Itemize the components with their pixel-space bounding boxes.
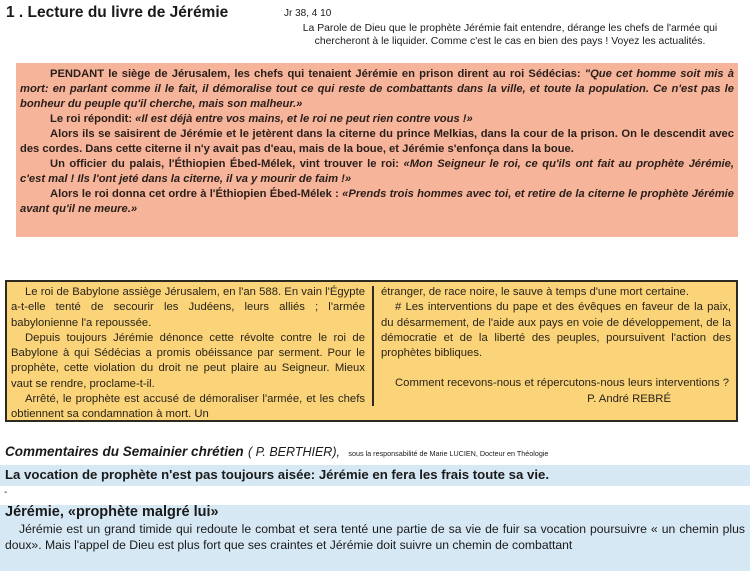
commentary-column-left [11, 285, 365, 423]
reading-paragraph [20, 67, 734, 112]
reading-quote: «Prends trois hommes avec toi, et retire de la citerne le prophète Jérémie avant qu'il ne meure.» [20, 188, 734, 215]
commentary-paragraph: # Les interventions du pape et des évêques en faveur de la paix, du désarmement, de l'aide aux pays en voie de développement, de la démocratie et de la liberté des peuples, poursuivent l'action des prophètes bibliques. [381, 301, 731, 360]
reading-block [16, 63, 738, 237]
commentary-paragraph: Le roi de Babylone assiège Jérusalem, en l'an 588. En vain l'Égypte a-t-elle tenté de secourir les Judéens, leurs alliés ; l'armée babylonienne l'a repoussée. [11, 286, 365, 329]
commentary-responsibility: sous la responsabilité de Marie LUCIEN, Docteur en Théologie [348, 449, 549, 458]
reading-quote: "Que cet homme soit mis à mort: en parlant comme il le fait, il démoralise tout ce qui reste de combattants dans la ville, et toute la population. Ce n'est pas le bonheur du peuple qu'il cherche, mais son malheur.» [20, 68, 734, 110]
commentary-title: Commentaires du Semainier chrétien [5, 444, 244, 459]
reading-text [20, 67, 734, 217]
dash-mark: - [4, 487, 8, 498]
signature: P. André REBRÉ [587, 392, 671, 405]
page-title: 1 . Lecture du livre de Jérémie [6, 4, 229, 21]
commentary-paragraph: Depuis toujours Jérémie dénonce cette révolte contre le roi de Babylone à qui Sédécias a promis obéissance par serment. Pour le prophète, cette violation du droit ne peut plaire au Seigneur. Mieux vaut se rendre, proclame-t-il. [11, 331, 365, 390]
reading-narration: PENDANT le siège de Jérusalem, les chefs qui tenaient Jérémie en prison dirent au roi Sédécias: [50, 68, 585, 80]
reading-narration: Un officier du palais, l'Éthiopien Ébed-Mélek, vint trouver le roi: [50, 158, 404, 170]
reading-narration: Le roi répondit: [50, 113, 136, 125]
column-divider [372, 286, 374, 406]
commentary-heading [5, 443, 548, 461]
commentary-box [5, 280, 738, 422]
commentary-author: ( P. BERTHIER), [248, 445, 340, 459]
bible-reference: Jr 38, 4 10 [284, 8, 332, 19]
reading-intro: La Parole de Dieu que le prophète Jérémie fait entendre, dérange les chefs de l'armée qui chercheront à le liquider. Comme c'est le cas en bien des pays ! Voyez les actualités. [302, 23, 718, 47]
commentary-paragraph: Arrêté, le prophète est accusé de démoraliser l'armée, et les chefs obtiennent sa condamnation à mort. Un [11, 393, 365, 421]
section-subtitle: Jérémie, «prophète malgré lui» [5, 504, 219, 520]
reading-paragraph [20, 187, 734, 217]
reading-quote: «Mon Seigneur le roi, ce qu'ils ont fait au prophète Jérémie, c'est mal ! Ils l'ont jeté dans la citerne, il va y mourir de faim !» [20, 158, 734, 185]
commentary-paragraph: étranger, de race noire, le sauve à temps d'une mort certaine. [381, 286, 689, 298]
reading-paragraph [20, 112, 734, 127]
reading-paragraph: Alors ils se saisirent de Jérémie et le jetèrent dans la citerne du prince Melkias, dans la cour de la prison. On le descendit avec des cordes. Dans cette citerne il n'y avait pas d'eau, mais de la boue, et Jérémie s'enfonça dans la boue. [20, 128, 734, 155]
reading-paragraph [20, 157, 734, 187]
commentary-paragraph: Comment recevons-nous et répercutons-nous leurs interventions ? [395, 377, 730, 390]
commentary-body: Jérémie est un grand timide qui redoute le combat et sera tenté une partie de sa vie de fuir sa vocation poursuivre « un chemin plus doux». Mais l'appel de Dieu est plus fort que ses craintes et Jérémie doit suivre un chemin de combattant [5, 522, 745, 552]
reading-narration: Alors le roi donna cet ordre à l'Éthiopien Ébed-Mélek : [50, 188, 343, 200]
commentary-column-right [381, 285, 731, 407]
reading-quote: «Il est déjà entre vos mains, et le roi ne peut rien contre vous !» [135, 113, 473, 125]
vocation-statement: La vocation de prophète n'est pas toujours aisée: Jérémie en fera les frais toute sa vie. [5, 467, 550, 482]
